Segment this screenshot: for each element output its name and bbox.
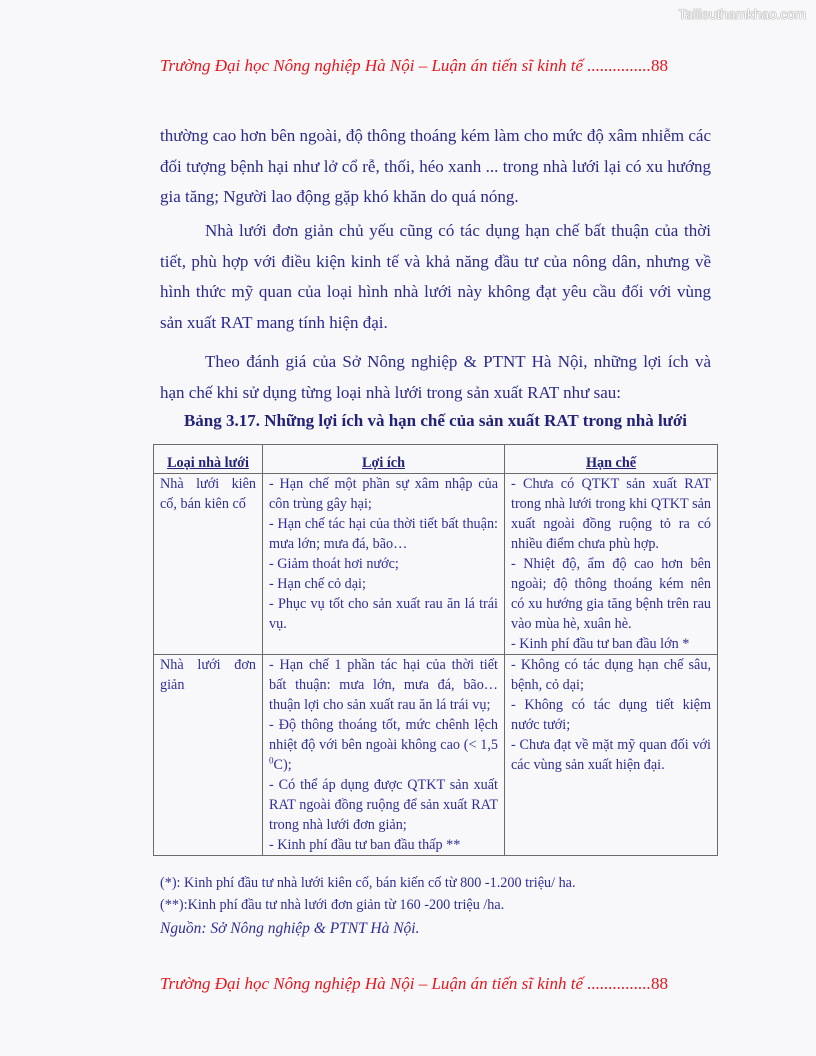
benefit-item-text: - Độ thông thoáng tốt, mức chênh lệch nhiệt độ với bên ngoài không cao (< 1,5 [269, 717, 498, 753]
benefit-item [269, 715, 498, 775]
running-header [160, 56, 720, 76]
benefit-item: - Giảm thoát hơi nước; [269, 556, 399, 572]
limitation-item: - Chưa đạt về mặt mỹ quan đối với các vùng sản xuất hiện đại. [511, 737, 711, 773]
cell-type: Nhà lưới đơn giản [154, 655, 263, 856]
benefit-item: - Hạn chế 1 phần tác hại của thời tiết bất thuận: mưa lớn, mưa đá, bão…thuận lợi cho sản xuất rau ăn lá trái vụ; [269, 657, 498, 713]
running-footer [160, 974, 720, 994]
degree-superscript: 0 [269, 755, 274, 766]
benefit-item-tail: C); [273, 757, 292, 773]
limitation-item: - Không có tác dụng tiết kiệm nước tưới; [511, 697, 711, 733]
benefit-item: - Kinh phí đầu tư ban đầu thấp ** [269, 837, 461, 853]
cell-limitations [505, 655, 718, 856]
benefit-item: - Hạn chế một phần sự xâm nhập của côn trùng gây hại; [269, 476, 498, 512]
paragraph-3: Theo đánh giá của Sở Nông nghiệp & PTNT Hà Nội, những lợi ích và hạn chế khi sử dụng từng loại nhà lưới trong sản xuất RAT như sau: [160, 352, 711, 402]
page-number: 88 [651, 56, 669, 75]
running-header-text: Trường Đại học Nông nghiệp Hà Nội – Luận án tiến sĩ kinh tế ............... [160, 56, 652, 75]
limitation-item: - Nhiệt độ, ẩm độ cao hơn bên ngoài; độ thông thoáng kém nên có xu hướng gia tăng bệnh trên rau vào mùa hè, xuân hè. [511, 556, 711, 632]
header-type: Loại nhà lưới [154, 445, 263, 474]
table-caption: Bảng 3.17. Những lợi ích và hạn chế của sản xuất RAT trong nhà lưới [183, 411, 688, 430]
benefit-item: - Phục vụ tốt cho sản xuất rau ăn lá trái vụ. [269, 596, 498, 632]
benefit-item: - Có thể áp dụng được QTKT sản xuất RAT ngoài đồng ruộng để sản xuất RAT trong nhà lưới đơn giản; [269, 777, 498, 833]
cell-type: Nhà lưới kiên cố, bán kiên cố [154, 474, 263, 655]
watermark: Tailieuthamkhao.com [678, 6, 806, 22]
table-header-row [154, 445, 718, 474]
running-footer-text: Trường Đại học Nông nghiệp Hà Nội – Luận án tiến sĩ kinh tế ............... [160, 974, 652, 993]
cell-benefits [263, 474, 505, 655]
page-number: 88 [651, 974, 669, 993]
limitation-item: - Chưa có QTKT sản xuất RAT trong nhà lưới trong khi QTKT sản xuất ngoài đồng ruộng tỏ ra có nhiều điểm chưa phù hợp. [511, 476, 711, 552]
table-row [154, 474, 718, 655]
paragraph-1: thường cao hơn bên ngoài, độ thông thoáng kém làm cho mức độ xâm nhiễm các đối tượng bệnh hại như lở cổ rễ, thối, héo xanh ... trong nhà lưới lại có xu hướng gia tăng; Người lao động gặp khó khăn do quá nóng. [160, 126, 711, 206]
note-1: (*): Kinh phí đầu tư nhà lưới kiên cố, bán kiến cố từ 800 -1.200 triệu/ ha. [160, 875, 576, 891]
table-notes [160, 872, 720, 942]
benefit-item: - Hạn chế tác hại của thời tiết bất thuận: mưa lớn; mưa đá, bão… [269, 516, 498, 552]
cell-benefits [263, 655, 505, 856]
table-row [154, 655, 718, 856]
limitation-item: - Kinh phí đầu tư ban đầu lớn * [511, 636, 690, 652]
header-limitations: Hạn chế [505, 445, 718, 474]
benefits-limitations-table [153, 444, 718, 856]
note-2: (**):Kinh phí đầu tư nhà lưới đơn giản từ 160 -200 triệu /ha. [160, 897, 505, 913]
cell-limitations [505, 474, 718, 655]
benefit-item: - Hạn chế cỏ dại; [269, 576, 366, 592]
header-benefits: Lợi ích [263, 445, 505, 474]
limitation-item: - Không có tác dụng hạn chế sâu, bệnh, cỏ dại; [511, 657, 711, 693]
source-note: Nguồn: Sở Nông nghiệp & PTNT Hà Nội. [160, 920, 420, 937]
paragraph-2: Nhà lưới đơn giản chủ yếu cũng có tác dụng hạn chế bất thuận của thời tiết, phù hợp với điều kiện kinh tế và khả năng đầu tư của nông dân, nhưng về hình thức mỹ quan của loại hình nhà lưới này không đạt yêu cầu đối với vùng sản xuất RAT mang tính hiện đại. [160, 221, 711, 332]
